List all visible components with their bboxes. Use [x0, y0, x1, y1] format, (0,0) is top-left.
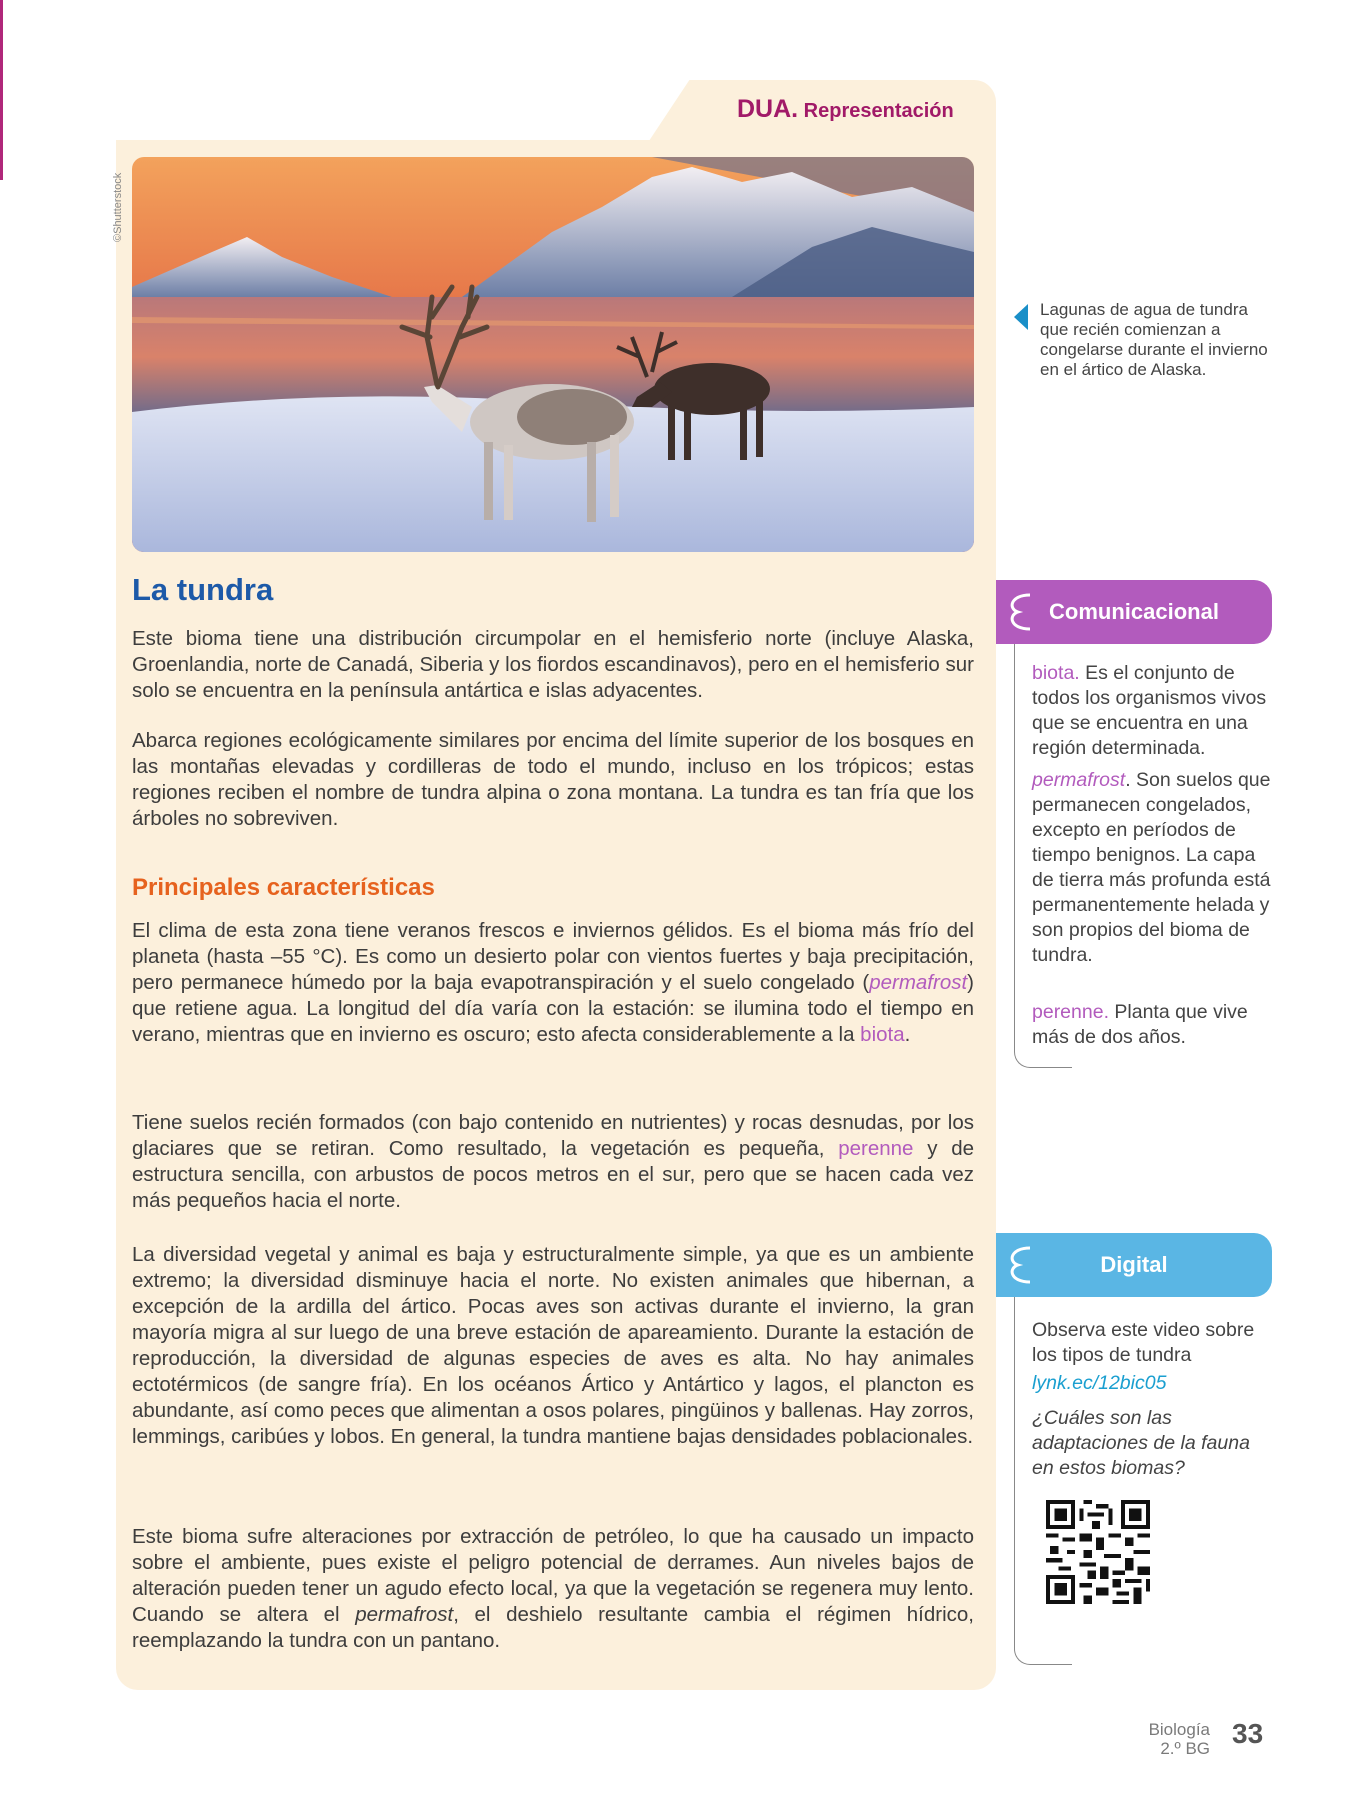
paragraph-4	[132, 1110, 974, 1214]
caption-arrow-icon	[1014, 304, 1028, 330]
paragraph-3	[132, 918, 974, 1048]
glossary-text: Planta que vive más de dos años.	[1032, 1001, 1248, 1048]
edge-accent-bar	[0, 0, 3, 180]
paragraph-1: Este bioma tiene una distribución circumpolar en el hemisferio norte (incluye Alaska, Groenlandia, norte de Canadá, Siberia y los fiordos escandinavos), pero en el hemisferio sur solo se encuentra en la península antártica e islas adyacentes.	[132, 627, 974, 702]
panel-notch	[116, 70, 696, 140]
dua-header	[737, 95, 954, 124]
term-permafrost[interactable]: permafrost	[869, 971, 968, 994]
p3-part-c: .	[904, 1023, 911, 1046]
tundra-photo	[132, 157, 974, 552]
footer-grade: 2.º BG	[1160, 1739, 1210, 1758]
reindeer-illustration	[132, 157, 974, 552]
glossary-text: Es el conjunto de todos los organismos vivos que se encuentra en una región determinada.	[1032, 662, 1267, 759]
photo-credit: ©Shutterstock	[112, 172, 124, 242]
glossary-item-perenne	[1032, 1000, 1277, 1050]
term-perenne[interactable]: perenne	[838, 1137, 914, 1160]
qr-code-icon[interactable]	[1046, 1500, 1150, 1604]
p4-part-a: Tiene suelos recién formados (con bajo contenido en nutrientes) y rocas desnudas, por los glaciares que se retiran. Como resultado, la vegetación es pequeña,	[132, 1111, 974, 1160]
section-subtitle: Principales características	[132, 874, 435, 901]
glossary-word: perenne.	[1032, 1001, 1109, 1023]
glossary-word: biota.	[1032, 662, 1080, 684]
p4-part-b: y de estructura sencilla, con arbustos de pocos metros en el sur, pero que se hacen cada vez más pequeños hacia el norte.	[132, 1137, 974, 1212]
digital-hook-icon	[1004, 1242, 1038, 1288]
digital-tag: Digital	[996, 1233, 1272, 1297]
digital-text: Observa este video sobre los tipos de tundra	[1032, 1319, 1255, 1366]
paragraph-5: La diversidad vegetal y animal es baja y estructuralmente simple, ya que es un ambiente extremo; la diversidad disminuye hacia el norte. No existen animales que hibernan, a excepción de la ardilla del ártico. Pocas aves son activas durante el invierno, la gran mayoría migra al sur luego de una breve estación de apareamiento. Durante la estación de reproducción, la diversidad de algunas especies de aves es alta. No hay animales ectotérmicos (de sangre fría). En los océanos Ártico y Antártico y lagos, el plancton es abundante, así como peces que alimentan a osos polares, pingüinos y ballenas. Hay zorros, lemmings, caribúes y lobos. En general, la tundra mantiene bajas densidades poblacionales.	[132, 1243, 974, 1448]
video-link[interactable]: lynk.ec/12bic05	[1032, 1372, 1167, 1394]
section-title: La tundra	[132, 572, 274, 607]
term-biota[interactable]: biota	[860, 1023, 905, 1046]
glossary-item-biota	[1032, 661, 1277, 761]
p6-part-a: Este bioma sufre alteraciones por extracción de petróleo, lo que ha causado un impacto sobre el ambiente, pues existe el peligro potencial de derrames. Aun niveles bajos de alteración pueden tener un agudo efecto local, ya que la vegetación se regenera muy lento. Cuando se altera el	[132, 1525, 974, 1626]
footer-subject: Biología	[1148, 1720, 1210, 1739]
glossary-word: permafrost	[1032, 769, 1126, 791]
p3-part-a: El clima de esta zona tiene veranos frescos e inviernos gélidos. Es el bioma más frío del planeta (hasta –55 °C). Es como un desierto polar con vientos fuertes y baja precipitación, pero permanece húmedo por la baja evapotranspiración y el suelo congelado (	[132, 919, 974, 994]
dua-section: Representación	[803, 100, 954, 122]
glossary-tag: Comunicacional	[996, 580, 1272, 644]
p3-part-b: ) que retiene agua. La longitud del día varía con la estación: se ilumina todo el tiempo en verano, mientras que en invierno es oscuro; esto afecta considerablemente a la	[132, 971, 974, 1046]
photo-caption: Lagunas de agua de tundra que recién comienzan a congelarse durante el invierno en el ártico de Alaska.	[1040, 300, 1268, 379]
dua-label: DUA.	[737, 95, 799, 123]
glossary-item-permafrost	[1032, 768, 1277, 968]
p6-permafrost: permafrost	[355, 1603, 454, 1626]
paragraph-6	[132, 1524, 974, 1654]
digital-question: ¿Cuáles son las adaptaciones de la fauna en estos biomas?	[1032, 1407, 1250, 1479]
glossary-hook-icon	[1004, 589, 1038, 635]
paragraph-2: Abarca regiones ecológicamente similares por encima del límite superior de los bosques en las montañas elevadas y cordilleras de todo el mundo, incluso en los trópicos; estas regiones reciben el nombre de tundra alpina o zona montana. La tundra es tan fría que los árboles no sobreviven.	[132, 729, 974, 830]
page-number: 33	[1232, 1718, 1264, 1749]
p6-part-b: , el deshielo resultante cambia el régimen hídrico, reemplazando la tundra con un pantano.	[132, 1603, 974, 1652]
glossary-text: . Son suelos que permanecen congelados, excepto en períodos de tiempo benignos. La capa de tierra más profunda está permanentemente helada y son propios del bioma de tundra.	[1032, 769, 1271, 966]
footer-book	[1120, 1720, 1210, 1758]
